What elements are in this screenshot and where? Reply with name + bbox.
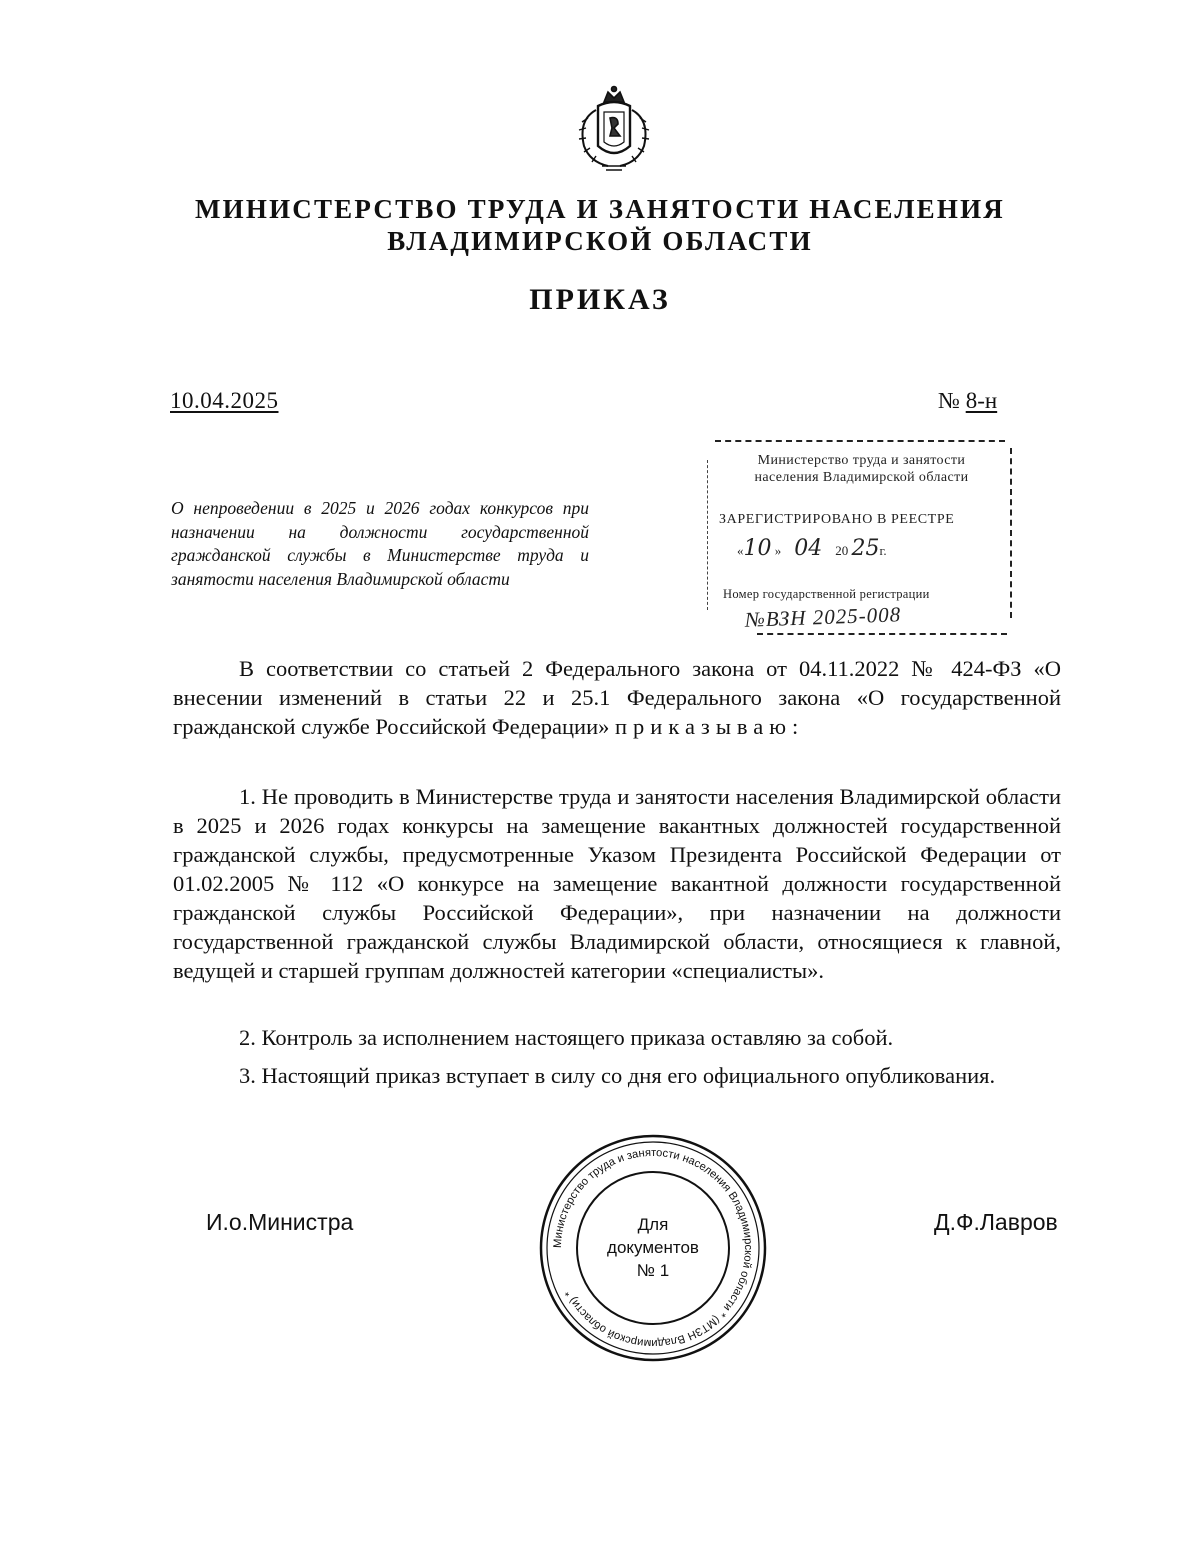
stamp-year-suffix: 25 bbox=[851, 536, 880, 561]
stamp-border-left bbox=[707, 460, 708, 610]
preamble-text: В соответствии со статьей 2 Федерального закона от 04.11.2022 № 424-ФЗ «О внесении изменений в статьи 22 и 25.1 Федерального закона «О государственной гражданской службе Российской Федерации» bbox=[173, 656, 1061, 739]
stamp-year-prefix: 20 bbox=[835, 543, 849, 558]
seal-center-line-2: документов bbox=[607, 1238, 699, 1257]
ministry-name-line-1: МИНИСТЕРСТВО ТРУДА И ЗАНЯТОСТИ НАСЕЛЕНИЯ bbox=[194, 194, 1005, 224]
order-date: 10.04.2025 bbox=[170, 388, 279, 413]
document-title: ПРИКАЗ bbox=[529, 283, 671, 316]
ministry-name-line-2: ВЛАДИМИРСКОЙ ОБЛАСТИ bbox=[387, 226, 813, 256]
order-word: приказываю: bbox=[615, 714, 805, 739]
order-item-1: 1. Не проводить в Министерстве труда и занятости населения Владимирской области в 2025 и 2026 годах конкурсы на замещение вакантных должностей государственной гражданской службы, предусмотренные Указом Президента Российской Федерации от 01.02.2005 № 112 «О конкурсе на замещение вакантной должности государственной гражданской службы Российской Федерации», при назначении на должности государственной гражданской службы Владимирской области, относящиеся к главной, ведущей и старшей группам должностей категории «специалисты». bbox=[173, 784, 1061, 983]
seal-center-line-1: Для bbox=[637, 1215, 669, 1234]
stamp-organization bbox=[719, 452, 1004, 486]
stamp-close-quote: » bbox=[774, 543, 782, 558]
stamp-day: 10 bbox=[743, 536, 772, 561]
signatory-name: Д.Ф.Лавров bbox=[934, 1209, 1058, 1235]
stamp-border-top bbox=[715, 440, 1005, 442]
stamp-org-line-2: населения Владимирской области bbox=[754, 470, 969, 485]
seal-center-line-3: № 1 bbox=[636, 1261, 670, 1280]
preamble bbox=[173, 654, 1061, 741]
stamp-regnum: №ВЗН 2025-008 bbox=[744, 602, 902, 632]
number-sign: № bbox=[938, 388, 960, 413]
order-number-value: 8-н bbox=[965, 388, 998, 413]
stamp-org-line-1: Министерство труда и занятости bbox=[757, 453, 966, 468]
stamp-border-right bbox=[1010, 448, 1012, 618]
order-item-2: 2. Контроль за исполнением настоящего приказа оставляю за собой. bbox=[239, 1025, 894, 1050]
stamp-open-quote: « bbox=[737, 543, 744, 558]
signatory-position: И.о.Министра bbox=[206, 1209, 354, 1235]
stamp-registered-label: ЗАРЕГИСТРИРОВАНО В РЕЕСТРЕ bbox=[719, 512, 955, 527]
stamp-year-unit: г. bbox=[879, 543, 887, 558]
official-seal bbox=[537, 1132, 769, 1364]
stamp-regnum-label: Номер государственной регистрации bbox=[723, 587, 930, 601]
order-number bbox=[938, 388, 997, 414]
stamp-border-bottom bbox=[757, 633, 1007, 635]
seal-ring-textpath: Министерство труда и занятости населения Владимирской области * (МТЗН Владимирской области) * bbox=[551, 1146, 755, 1350]
order-subject: О непроведении в 2025 и 2026 годах конкурсов при назначении на должности государственной гражданской службы в Министерстве труда и занятости населения Владимирской области bbox=[171, 498, 589, 589]
stamp-date bbox=[737, 536, 887, 561]
coat-of-arms-icon bbox=[568, 84, 660, 176]
stamp-month: 04 bbox=[794, 536, 823, 561]
order-item-3: 3. Настоящий приказ вступает в силу со дня его официального опубликования. bbox=[239, 1063, 996, 1088]
registry-stamp bbox=[707, 440, 1012, 635]
